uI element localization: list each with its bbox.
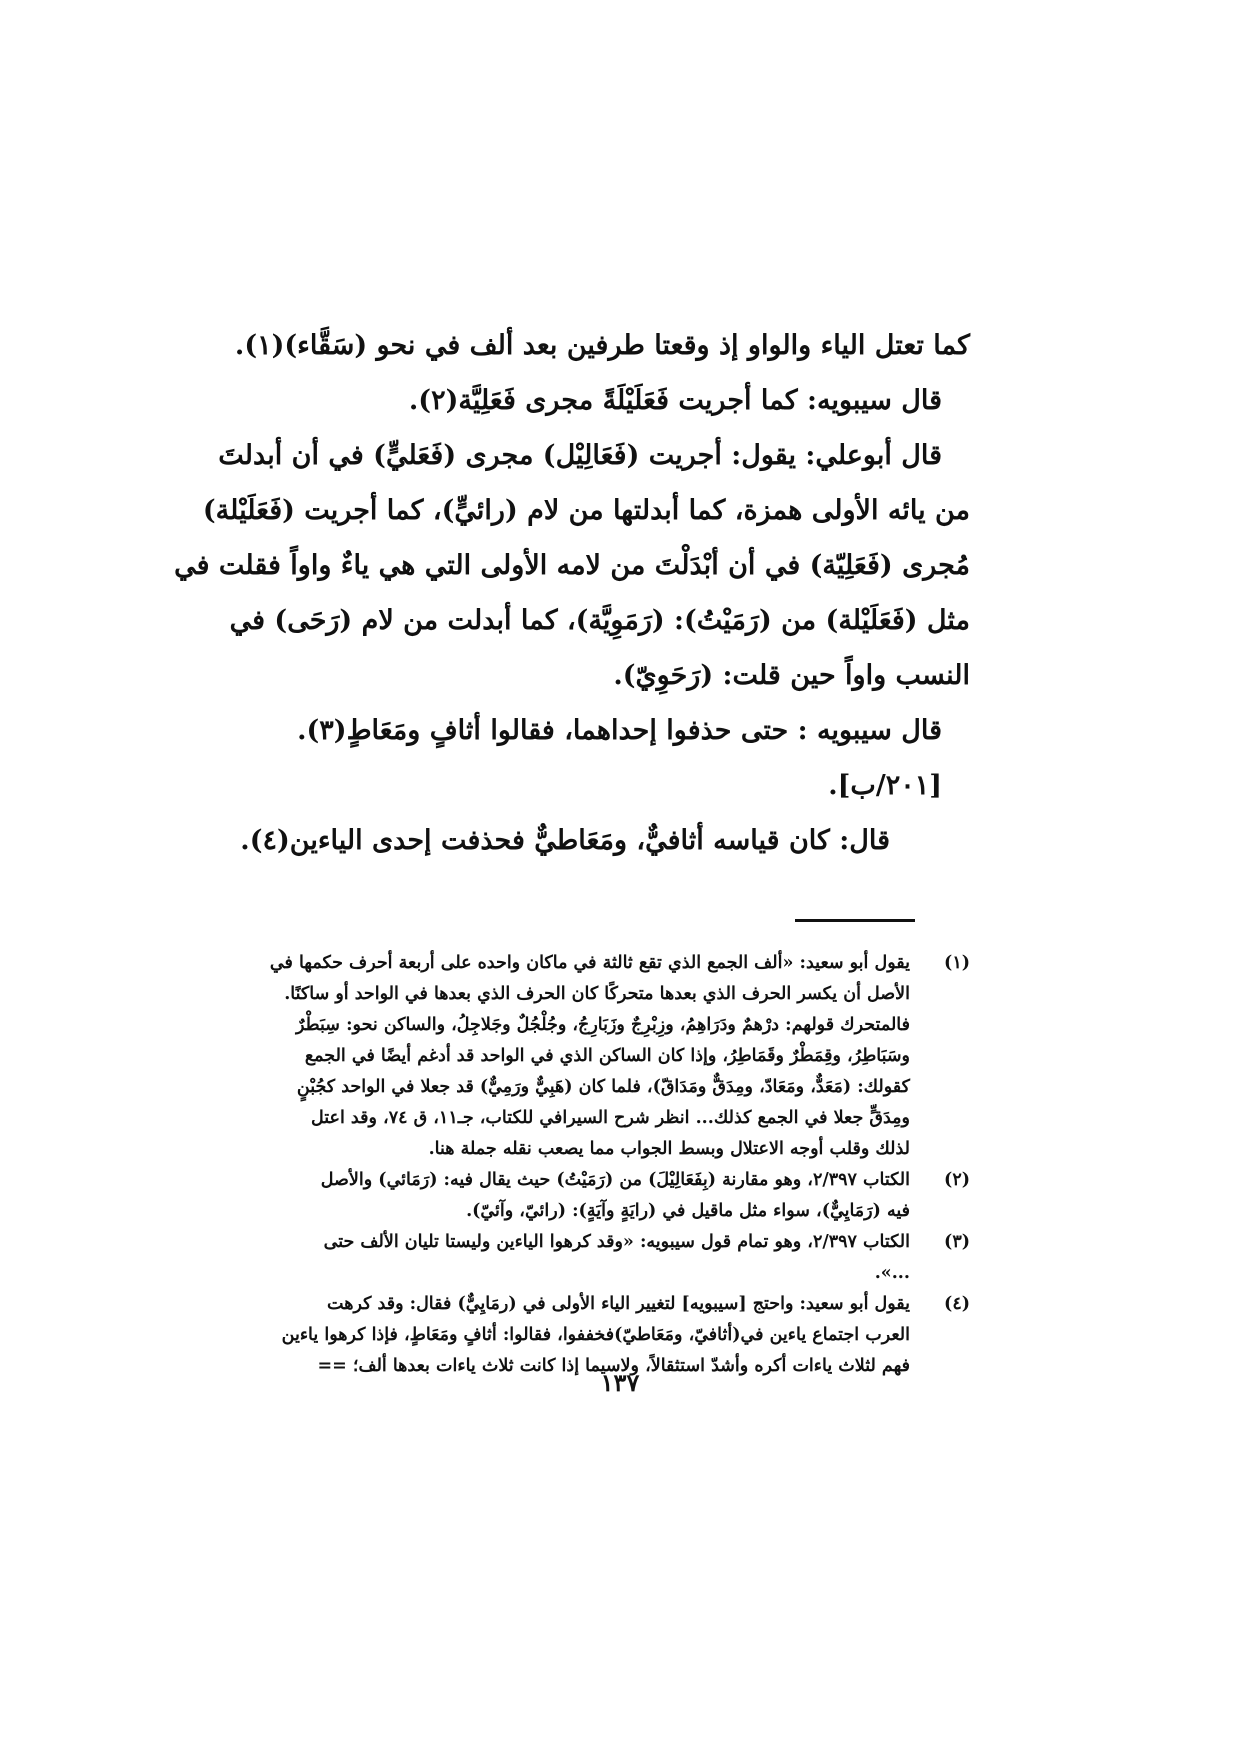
footnote-divider [795,919,915,922]
paragraph-text: : حتى حذفوا إحداهما، فقالوا أثافٍ ومَعَاطٍ(٣). [297,715,817,746]
footnote-number: (٣) [944,1232,970,1252]
footnote-number: (١) [944,953,970,973]
sibawayh-paragraph-1 [280,373,970,428]
main-line-5: مُجرى (فَعَلِيّة) في أن أبْدَلْتَ من لامه الأولى التي هي ياءٌ واواً فقلت في [174,550,970,581]
footnote-line: ...». [874,1263,910,1283]
footnote-line: ومِدَقٍّ جعلا في الجمع كذلك... انظر شرح السيرافي للكتاب، جـ١١، ق ٧٤، وقد اعتل [311,1108,910,1128]
page-number: ١٣٧ [600,1368,640,1397]
sibawayh-paragraph-2 [280,703,970,758]
paragraph-text: كان قياسه أثافيٌّ، ومَعَاطيٌّ فحذفت إحدى الياءين(٤). [240,825,840,856]
main-line-1: كما تعتل الياء والواو إذ وقعتا طرفين بعد ألف في نحو (سَقَّاء)(١). [234,330,970,361]
main-line-3: قال أبوعلي: يقول: أجريت (فَعَالِيْل) مجرى (فَعَليٍّ) في أن أبدلتَ [218,440,942,471]
paragraph-text: كما أجريت فَعَلَيْلَةً مجرى فَعَلِيَّة(٢). [408,385,808,416]
footnote-line: فالمتحرك قولهم: درْهمٌ ودَرَاهِمُ، وزِبْرِجٌ وزَبَارِجُ، وجُلْجُلٌ وجَلاجِلُ، والساكن نحو: سِبَطْرٌ [296,1015,910,1035]
footnote-line: وسَبَاطِرُ، وقِمَطْرٌ وقَمَاطِرُ، وإذا كان الساكن الذي في الواحد قد أدغم أيضًا في الجمع [304,1046,910,1066]
footnote-number: (٢) [944,1170,970,1190]
footnote-line: يقول أبو سعيد: «ألف الجمع الذي تقع ثالثة في ماكان واحده على أربعة أحرف حكمها في [269,953,910,973]
footnote-line: يقول أبو سعيد: واحتج [سيبويه] لتغيير الياء الأولى في (رمَايِيٌّ) فقال: وقد كرهت [327,1294,910,1314]
main-line-7: النسب واواً حين قلت: (رَحَوِيّ). [613,660,970,691]
main-text [174,318,970,868]
footnote-line: كقولك: (مَعَدٌّ، ومَعَادّ، ومِدَقٌّ ومَدَاقّ)، فلما كان (هَبِيٌّ ورَمِيٌّ) قد جعلا في الواحد كجُبْنٍ [296,1077,910,1097]
manuscript-reference: [٢٠١/ب]. [828,770,942,801]
footnote-line: الكتاب ٢/٣٩٧، وهو مقارنة (بِفَعَالِيْلَ) من (رَمَيْتُ) حيث يقال فيه: (رَمَائي) والأصل [320,1170,910,1190]
speaker-label: قال سيبويه: [807,385,942,416]
footnote-line: الأصل أن يكسر الحرف الذي بعدها متحركًا كان الحرف الذي بعدها في الواحد أو ساكنًا. [284,984,910,1004]
speaker-label: قال: [839,825,890,856]
footnote-line: لذلك وقلب أوجه الاعتلال وبسط الجواب مما يصعب نقله جملة هنا. [428,1139,910,1159]
footnote-2 [285,1165,970,1227]
footnote-1 [269,948,970,1165]
footnote-number: (٤) [944,1294,970,1314]
commentary-paragraph [240,813,970,868]
main-line-6: مثل (فَعَلَيْلة) من (رَمَيْتُ): (رَمَوِيَّة)، كما أبدلت من لام (رَحَى) في [229,605,970,636]
speaker-label: قال سيبويه [816,715,942,746]
footnote-3 [285,1227,970,1289]
footnote-line: الكتاب ٢/٣٩٧، وهو تمام قول سيبويه: «وقد كرهوا الياءين وليستا تليان الألف حتى [323,1232,910,1252]
footnote-line: العرب اجتماع ياءين في(أثافيّ، ومَعَاطيّ)فخففوا، فقالوا: أثافٍ ومَعَاطٍ، فإذا كرهوا ياءين [281,1325,910,1345]
footnotes [269,948,970,1382]
main-line-4: من يائه الأولى همزة، كما أبدلتها من لام (رائيٍّ)، كما أجريت (فَعَلَيْلة) [202,495,970,526]
footnote-line: فيه (رَمَايِيٌّ)، سواء مثل ماقيل في (رايَةٍ وآيَةٍ): (رائيّ، وآئيّ). [466,1201,910,1221]
footnote-line: فهم لثلاث ياءات أكره وأشدّ استثقالاً، ولاسيما إذا كانت ثلاث ياءات بعدها ألف؛ == [317,1356,910,1376]
